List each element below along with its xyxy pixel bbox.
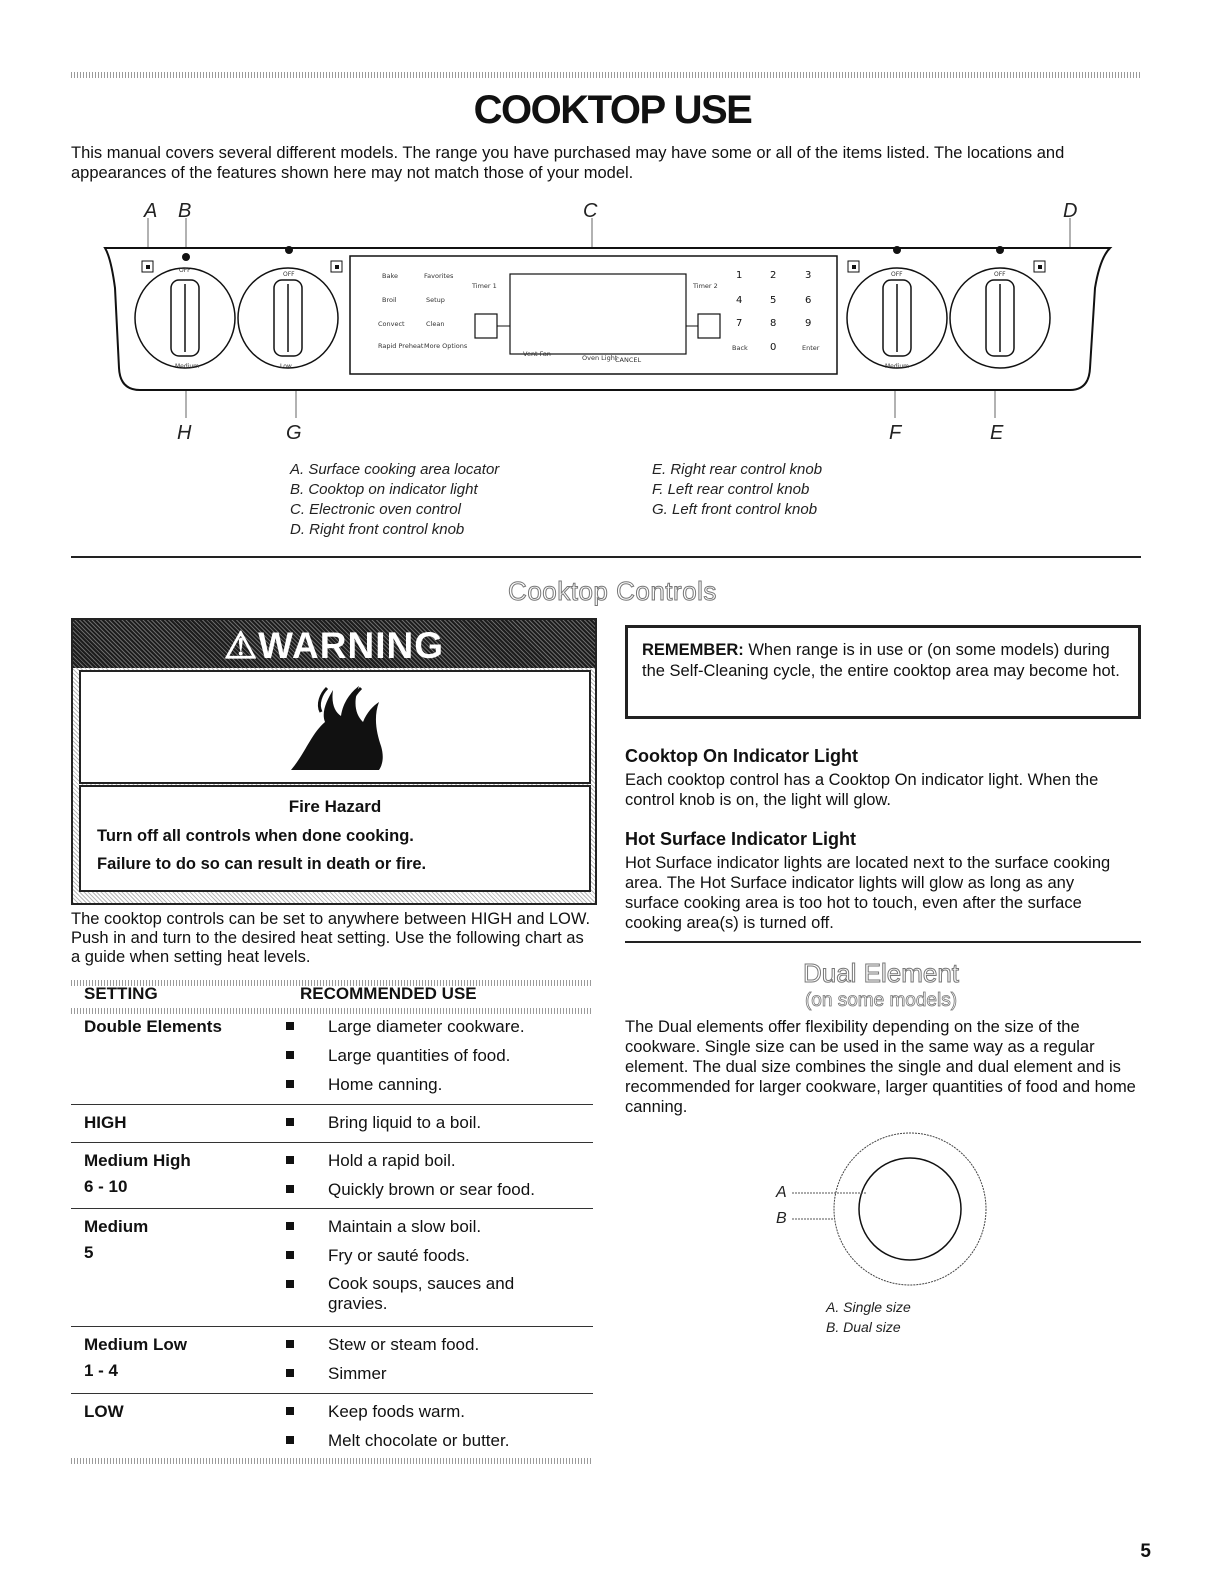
setting-range: 6 - 10 — [84, 1177, 128, 1196]
svg-text:Favorites: Favorites — [424, 272, 454, 280]
svg-text:OFF: OFF — [891, 271, 903, 278]
svg-text:2: 2 — [770, 270, 777, 281]
svg-text:Enter: Enter — [802, 344, 820, 352]
page-title: COOKTOP USE — [473, 88, 752, 132]
legend-item-a: A. Surface cooking area locator — [290, 461, 500, 478]
list-item: Melt chocolate or butter. — [284, 1426, 509, 1455]
row-divider — [71, 1142, 593, 1143]
table-row-setting — [84, 1214, 148, 1266]
table-bottom-rule — [71, 1458, 593, 1464]
svg-text:Timer 1: Timer 1 — [472, 282, 497, 290]
list-item: Bring liquid to a boil. — [284, 1108, 481, 1137]
diagram-label-d: D — [1063, 200, 1078, 222]
table-row-setting — [84, 1148, 191, 1200]
list-item: Stew or steam food. — [284, 1330, 479, 1359]
row-divider — [71, 1104, 593, 1105]
table-row-setting — [84, 1332, 187, 1384]
svg-text:Back: Back — [732, 344, 748, 352]
diagram-label-c: C — [583, 200, 598, 222]
svg-text:Low: Low — [280, 363, 292, 370]
diagram-label-h: H — [177, 422, 192, 444]
svg-text:OFF: OFF — [994, 271, 1006, 278]
dual-legend-b: B. Dual size — [826, 1319, 901, 1335]
dual-element-title: Dual Element — [802, 958, 960, 988]
hot-surface-text: Hot Surface indicator lights are located next to the surface cooking area. The Hot Surface indicator lights will glow as long as any surface cooking area is too hot to touch, even after the surface cooking area(s) is turned off. — [625, 854, 1111, 932]
svg-text:6: 6 — [805, 295, 812, 306]
section-divider — [71, 556, 1141, 558]
remember-label: REMEMBER: — [642, 641, 744, 659]
svg-text:OFF: OFF — [283, 271, 295, 278]
fire-icon — [281, 682, 391, 774]
remember-body: When range is in use or (on some models) during the Self-Cleaning cycle, the entire cooktop area may become hot. — [642, 641, 1120, 680]
list-item: Quickly brown or sear food. — [284, 1175, 535, 1204]
setting-name: Medium — [84, 1217, 149, 1236]
legend-item-e: E. Right rear control knob — [652, 461, 823, 478]
svg-text:7: 7 — [736, 318, 743, 329]
table-row-uses — [284, 1397, 509, 1455]
control-panel-diagram — [95, 218, 1125, 428]
legend-item-d: D. Right front control knob — [290, 521, 465, 538]
dual-element-text: The Dual elements offer flexibility depending on the size of the cookware. Single size can be used in the same way as a regular element. The dual size combines the single and dual element and is recommended for larger cookware, larger quantities of food and home canning. — [625, 1018, 1136, 1116]
svg-text:Medium: Medium — [175, 363, 199, 370]
table-header-use: RECOMMENDED USE — [300, 984, 477, 1003]
svg-text:Timer 2: Timer 2 — [693, 282, 718, 290]
dual-legend — [826, 1297, 911, 1337]
setting-name: Medium Low — [84, 1335, 187, 1354]
indicator-heading: Cooktop On Indicator Light — [625, 746, 858, 766]
dual-legend-a: A. Single size — [826, 1299, 911, 1315]
legend-right — [652, 460, 822, 520]
table-row-uses — [284, 1330, 479, 1388]
table-row-setting: LOW — [84, 1402, 124, 1421]
setting-name: Medium High — [84, 1151, 191, 1170]
list-item: Simmer — [284, 1359, 479, 1388]
warning-heading: ⚠WARNING — [224, 625, 444, 666]
intro-paragraph: This manual covers several different models. The range you have purchased may have some or all of the items listed. The locations and appearances of the features shown here may not match those of your model. — [71, 144, 1065, 182]
hot-surface-heading: Hot Surface Indicator Light — [625, 829, 857, 849]
svg-text:3: 3 — [805, 270, 812, 281]
svg-text:5: 5 — [770, 295, 777, 306]
table-row-setting: HIGH — [84, 1113, 127, 1132]
svg-text:Medium: Medium — [885, 363, 909, 370]
row-divider — [71, 1393, 593, 1394]
setting-range: 1 - 4 — [84, 1361, 119, 1380]
list-item: Maintain a slow boil. — [284, 1212, 544, 1241]
list-item: Fry or sauté foods. — [284, 1241, 544, 1270]
diagram-label-a: A — [144, 200, 158, 222]
dual-label-b: B — [776, 1210, 787, 1227]
list-item: Keep foods warm. — [284, 1397, 509, 1426]
section-title: Cooktop Controls — [508, 576, 717, 606]
legend-item-b: B. Cooktop on indicator light — [290, 481, 478, 498]
svg-text:Clean: Clean — [426, 320, 445, 328]
svg-text:Rapid Preheat: Rapid Preheat — [378, 342, 424, 350]
warning-text-panel — [79, 785, 591, 892]
svg-text:0: 0 — [770, 342, 777, 353]
svg-text:CANCEL: CANCEL — [615, 356, 642, 364]
svg-text:1: 1 — [736, 270, 743, 281]
fire-hazard-label: Fire Hazard — [288, 797, 382, 816]
list-item: Cook soups, sauces and gravies. — [284, 1270, 544, 1314]
table-row-uses — [284, 1146, 535, 1204]
dual-element-subtitle: (on some models) — [804, 990, 958, 1011]
legend-item-g: G. Left front control knob — [652, 501, 818, 518]
setting-range: 5 — [84, 1243, 94, 1262]
table-row-setting: Double Elements — [84, 1017, 222, 1036]
knob-off-text: OFF — [179, 267, 191, 274]
diagram-label-g: G — [286, 422, 302, 444]
svg-text:Broil: Broil — [382, 296, 397, 304]
dual-element-diagram — [770, 1125, 1000, 1295]
table-row-uses — [284, 1212, 544, 1314]
list-item: Large diameter cookware. — [284, 1012, 525, 1041]
legend-item-f: F. Left rear control knob — [652, 481, 810, 498]
svg-text:Vent Fan: Vent Fan — [523, 350, 551, 358]
svg-text:8: 8 — [770, 318, 777, 329]
top-rule — [71, 72, 1141, 78]
remember-box — [625, 625, 1141, 719]
legend-left — [290, 460, 499, 540]
svg-text:9: 9 — [805, 318, 812, 329]
warning-box — [71, 618, 597, 905]
warning-image-panel — [79, 670, 591, 784]
row-divider — [71, 1326, 593, 1327]
warning-line-2: Failure to do so can result in death or fire. — [97, 855, 427, 873]
list-item: Large quantities of food. — [284, 1041, 525, 1070]
svg-text:Oven Light: Oven Light — [582, 354, 618, 362]
row-divider — [71, 1208, 593, 1209]
svg-text:Convect: Convect — [378, 320, 405, 328]
warning-header — [73, 620, 595, 668]
diagram-label-f: F — [889, 422, 902, 444]
dual-divider — [625, 941, 1141, 943]
svg-text:Bake: Bake — [382, 272, 398, 280]
table-row-uses — [284, 1012, 525, 1099]
page-number: 5 — [1140, 1541, 1151, 1562]
diagram-label-b: B — [178, 200, 192, 222]
svg-text:More Options: More Options — [424, 342, 468, 350]
list-item: Hold a rapid boil. — [284, 1146, 535, 1175]
legend-item-c: C. Electronic oven control — [290, 501, 461, 518]
list-item: Home canning. — [284, 1070, 525, 1099]
dual-label-a: A — [776, 1184, 787, 1201]
table-row-uses — [284, 1108, 481, 1137]
table-header-setting: SETTING — [84, 984, 158, 1003]
remember-text — [642, 640, 1127, 682]
diagram-label-e: E — [990, 422, 1004, 444]
controls-paragraph: The cooktop controls can be set to anywhere between HIGH and LOW. Push in and turn to the desired heat setting. Use the following chart as a guide when setting heat levels. — [71, 910, 591, 966]
warning-line-1: Turn off all controls when done cooking. — [97, 827, 414, 845]
svg-text:Setup: Setup — [426, 296, 445, 304]
svg-text:4: 4 — [736, 295, 743, 306]
indicator-text: Each cooktop control has a Cooktop On indicator light. When the control knob is on, the light will glow. — [625, 771, 1099, 809]
